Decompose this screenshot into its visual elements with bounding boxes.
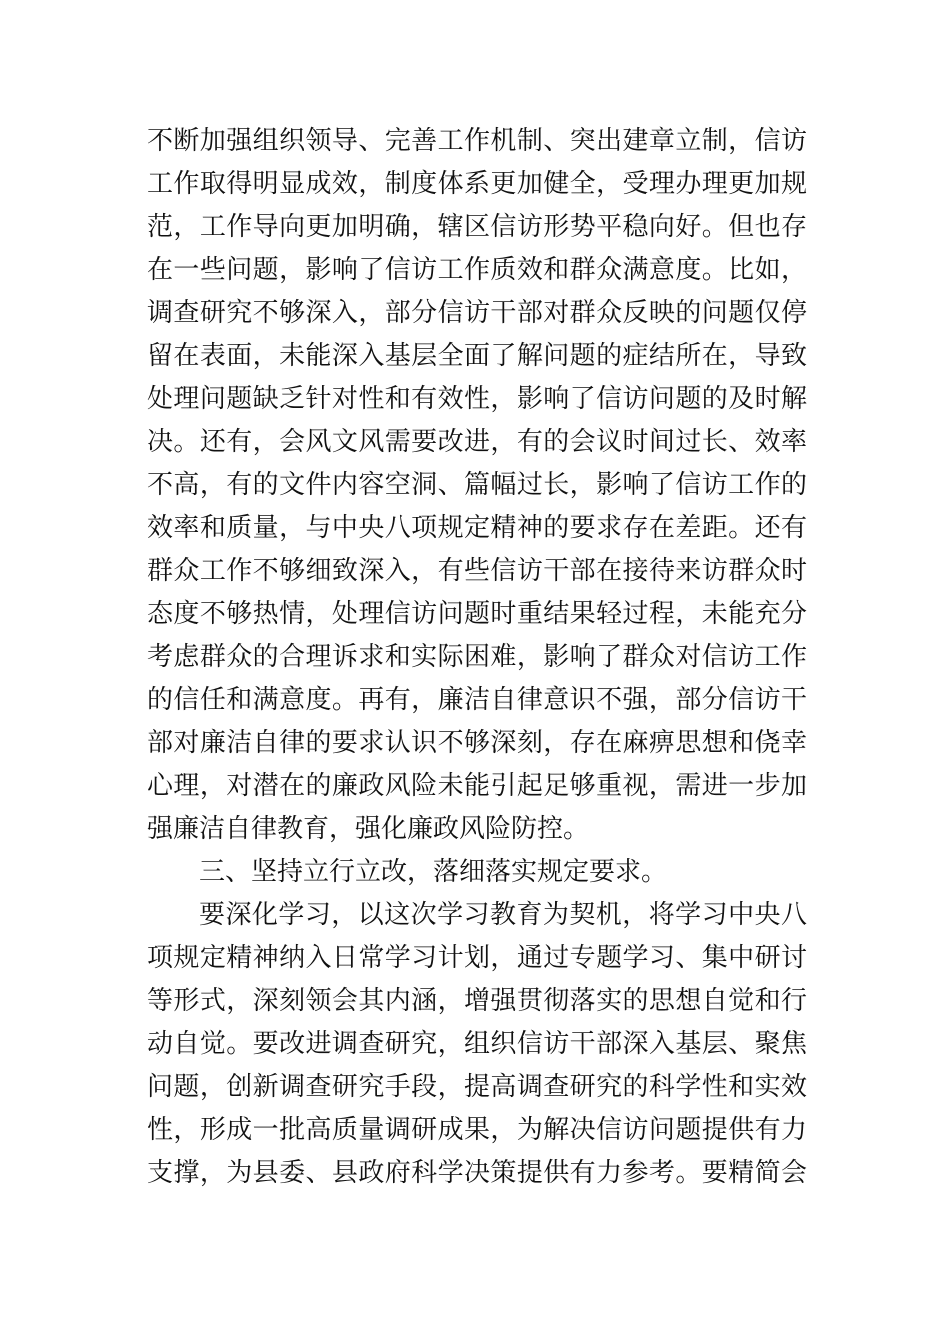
- text-line: 调查研究不够深入，部分信访干部对群众反映的问题仅停: [147, 298, 807, 328]
- text-line: 决。还有，会风文风需要改进，有的会议时间过长、效率: [147, 427, 807, 457]
- text-line: 问题，创新调查研究手段，提高调查研究的科学性和实效: [147, 1072, 807, 1102]
- text-line: 心理，对潜在的廉政风险未能引起足够重视，需进一步加: [147, 771, 807, 801]
- text-line: 的信任和满意度。再有，廉洁自律意识不强，部分信访干: [147, 685, 807, 715]
- text-line: 群众工作不够细致深入，有些信访干部在接待来访群众时: [147, 556, 807, 586]
- text-line: 动自觉。要改进调查研究，组织信访干部深入基层、聚焦: [147, 1029, 807, 1059]
- text-line: 性，形成一批高质量调研成果，为解决信访问题提供有力: [147, 1115, 807, 1145]
- text-line: 处理问题缺乏针对性和有效性，影响了信访问题的及时解: [147, 384, 807, 414]
- text-line: 部对廉洁自律的要求认识不够深刻，存在麻痹思想和侥幸: [147, 728, 807, 758]
- section-heading: 三、坚持立行立改，落细落实规定要求。: [199, 857, 668, 887]
- text-line: 在一些问题，影响了信访工作质效和群众满意度。比如，: [147, 255, 807, 285]
- text-line: 态度不够热情，处理信访问题时重结果轻过程，未能充分: [147, 599, 807, 629]
- text-line: 留在表面，未能深入基层全面了解问题的症结所在，导致: [147, 341, 807, 371]
- text-line: 项规定精神纳入日常学习计划，通过专题学习、集中研讨: [147, 943, 807, 973]
- text-line: 支撑，为县委、县政府科学决策提供有力参考。要精简会: [147, 1158, 807, 1188]
- text-line: 范，工作导向更加明确，辖区信访形势平稳向好。但也存: [147, 212, 807, 242]
- text-line: 工作取得明显成效，制度体系更加健全，受理办理更加规: [147, 169, 807, 199]
- text-line: 要深化学习，以这次学习教育为契机，将学习中央八: [199, 900, 807, 930]
- body-text: [147, 120, 807, 1195]
- text-line: 等形式，深刻领会其内涵，增强贯彻落实的思想自觉和行: [147, 986, 807, 1016]
- text-line: 不断加强组织领导、完善工作机制、突出建章立制，信访: [147, 126, 807, 156]
- text-line: 效率和质量，与中央八项规定精神的要求存在差距。还有: [147, 513, 807, 543]
- text-line: 强廉洁自律教育，强化廉政风险防控。: [147, 814, 590, 844]
- text-line: 考虑群众的合理诉求和实际困难，影响了群众对信访工作: [147, 642, 807, 672]
- text-line: 不高，有的文件内容空洞、篇幅过长，影响了信访工作的: [147, 470, 807, 500]
